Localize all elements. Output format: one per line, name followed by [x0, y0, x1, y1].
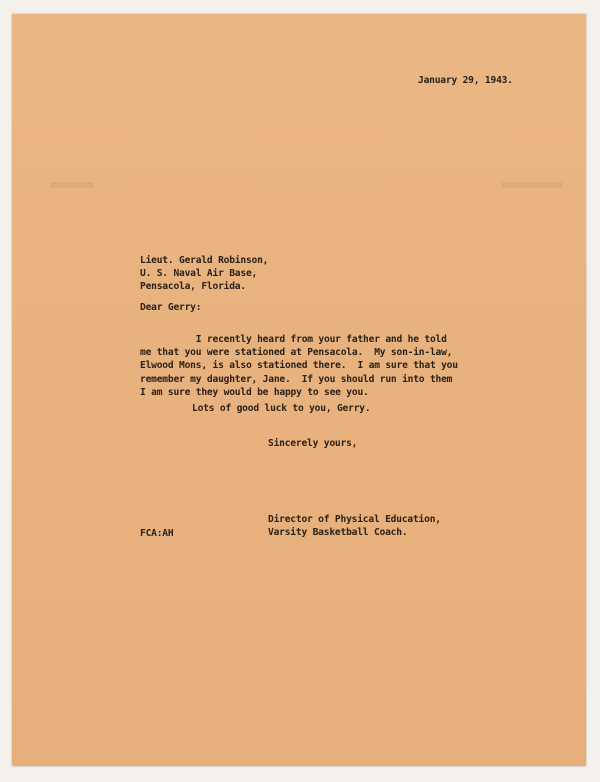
body-line: I recently heard from your father and he told	[140, 334, 447, 345]
closing-wish: Lots of good luck to you, Gerry.	[192, 403, 371, 414]
letter-date: January 29, 1943.	[418, 75, 513, 86]
typist-initials: FCA:AH	[140, 528, 174, 539]
signature-block	[268, 513, 441, 539]
body-line: Elwood Mons, is also stationed there. I am sure that you	[140, 360, 458, 372]
body-line: me that you were stationed at Pensacola. My son-in-law,	[140, 347, 453, 359]
show-through-mark-left	[50, 182, 94, 188]
recipient-address	[140, 254, 268, 294]
body-line: remember my daughter, Jane. If you should run into them	[140, 373, 453, 385]
signature-title: Varsity Basketball Coach.	[268, 527, 408, 539]
signature-title: Director of Physical Education,	[268, 514, 441, 525]
address-line: Pensacola, Florida.	[140, 281, 246, 293]
letter-body	[140, 333, 458, 399]
show-through-mark-right	[502, 182, 562, 188]
signoff: Sincerely yours,	[268, 438, 358, 449]
salutation: Dear Gerry:	[140, 302, 202, 313]
letter-page	[12, 14, 586, 766]
address-line: Lieut. Gerald Robinson,	[140, 255, 269, 266]
body-line: I am sure they would be happy to see you.	[140, 386, 369, 398]
address-line: U. S. Naval Air Base,	[140, 268, 258, 280]
